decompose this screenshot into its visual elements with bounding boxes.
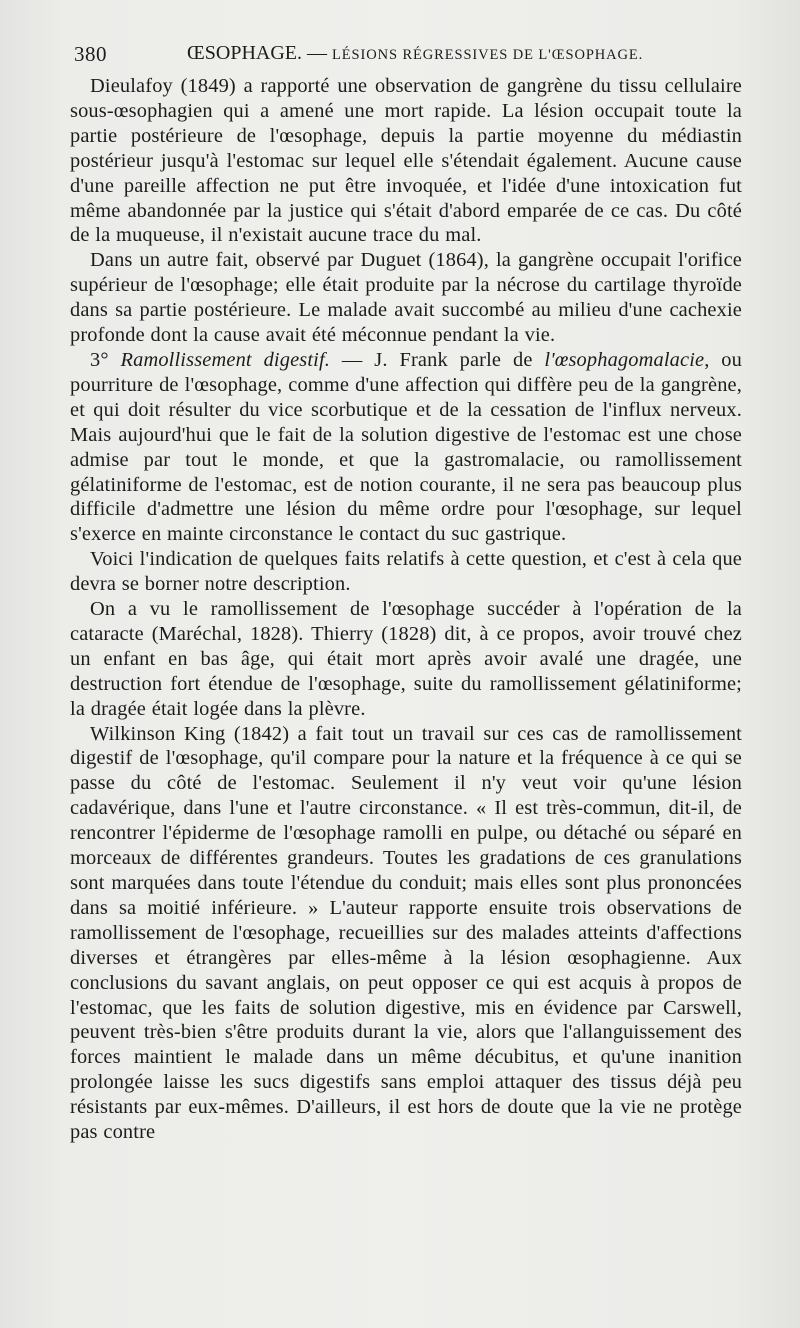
running-head-dash: — [302,42,333,64]
paragraph-ramollissement [70,348,742,547]
page-header [74,42,734,70]
section-text-after: , ou pourriture de l'œsophage, comme d'une affection qui diffère peu de la gangrène, et qui doit résulter du vice scorbutique et de la cessation de l'influx nerveux. Mais aujourd'hui que le fait de la solution digestive de l'estomac est une chose admise par tout le monde, et que la gastromalacie, ou ramollissement gélatiniforme de l'estomac, est de notion courante, il ne sera pas beaucoup plus difficile d'admettre une lésion du même ordre pour l'œsophage, sur lequel s'exerce en mainte circonstance le contact du suc gastrique. [70,348,743,546]
paragraph-duguet: Dans un autre fait, observé par Duguet (1864), la gangrène occupait l'orifice supérieur de l'œsophage; elle était produite par la nécrose du cartilage thyroïde dans sa partie postérieure. Le malade avait succombé au milieu d'une cachexie profonde dont la cause avait été méconnue pendant la vie. [70,249,742,347]
paragraph-dieulafoy: Dieulafoy (1849) a rapporté une observation de gangrène du tissu cellulaire sous-œsophagien qui a amené une mort rapide. La lésion occupait toute la partie postérieure de l'œsophage, depuis la partie moyenne du médiastin postérieur jusqu'à l'estomac sur lequel elle s'étendait également. Aucune cause d'une pareille affection ne put être invoquée, et l'idée d'une intoxication fut même abandonnée par la justice qui s'était d'abord emparée de ce cas. Du côté de la muqueuse, il n'existait aucune trace du mal. [70,75,742,247]
paragraph-marechal: On a vu le ramollissement de l'œsophage succéder à l'opération de la cataracte (Maréchal, 1828). Thierry (1828) dit, à ce propos, avoir trouvé chez un enfant en bas âge, qui était mort après avoir avalé une dragée, une destruction fort étendue de l'œsophage, suite du ramollissement gélatiniforme; la dragée était logée dans la plèvre. [70,598,742,720]
section-title: Ramollissement digestif. [120,348,331,371]
section-number: 3° [90,348,109,371]
running-head [187,42,643,65]
running-head-sub: LÉSIONS RÉGRESSIVES DE L'ŒSOPHAGE. [332,47,644,63]
paragraph-indication: Voici l'indication de quelques faits relatifs à cette question, et c'est à cela que devra se borner notre description. [70,548,742,596]
page-number: 380 [74,42,107,66]
paragraph-wilkinson-king: Wilkinson King (1842) a fait tout un travail sur ces cas de ramollissement digestif de l'œsophage, qu'il compare pour la nature et la fréquence à ce qui se passe du côté de l'estomac. Seulement il n'y veut voir qu'une lésion cadavérique, dans l'une et l'autre circonstance. « Il est très-commun, dit-il, de rencontrer l'épiderme de l'œsophage ramolli en pulpe, ou détaché ou séparé en morceaux de différentes grandeurs. Toutes les gradations de ces granulations sont marquées dans toute l'étendue du conduit; mais elles sont plus prononcées dans sa moitié inférieure. » L'auteur rapporte ensuite trois observations de ramollissement de l'œsophage, recueillies sur des malades atteints d'affections diverses et étrangères par elles-même à la lésion œsophagienne. Aux conclusions du savant anglais, on peut opposer ce qui est acquis à propos de l'estomac, que les faits de solution digestive, mis en évidence par Carswell, peuvent très-bien s'être produits durant la vie, alors que l'allanguissement des forces maintient le malade dans un même décubitus, et qu'une inanition prolongée laisse les sucs digestifs sans emploi attaquer des tissus déjà peu résistants par eux-mêmes. D'ailleurs, il est hors de doute que la vie ne protège pas contre [70,722,742,1144]
body-text [70,74,742,1145]
italic-term: l'œsophagomalacie [544,348,705,371]
section-text-before: — J. Frank parle de [330,348,545,371]
running-head-main: ŒSOPHAGE. [187,42,303,64]
